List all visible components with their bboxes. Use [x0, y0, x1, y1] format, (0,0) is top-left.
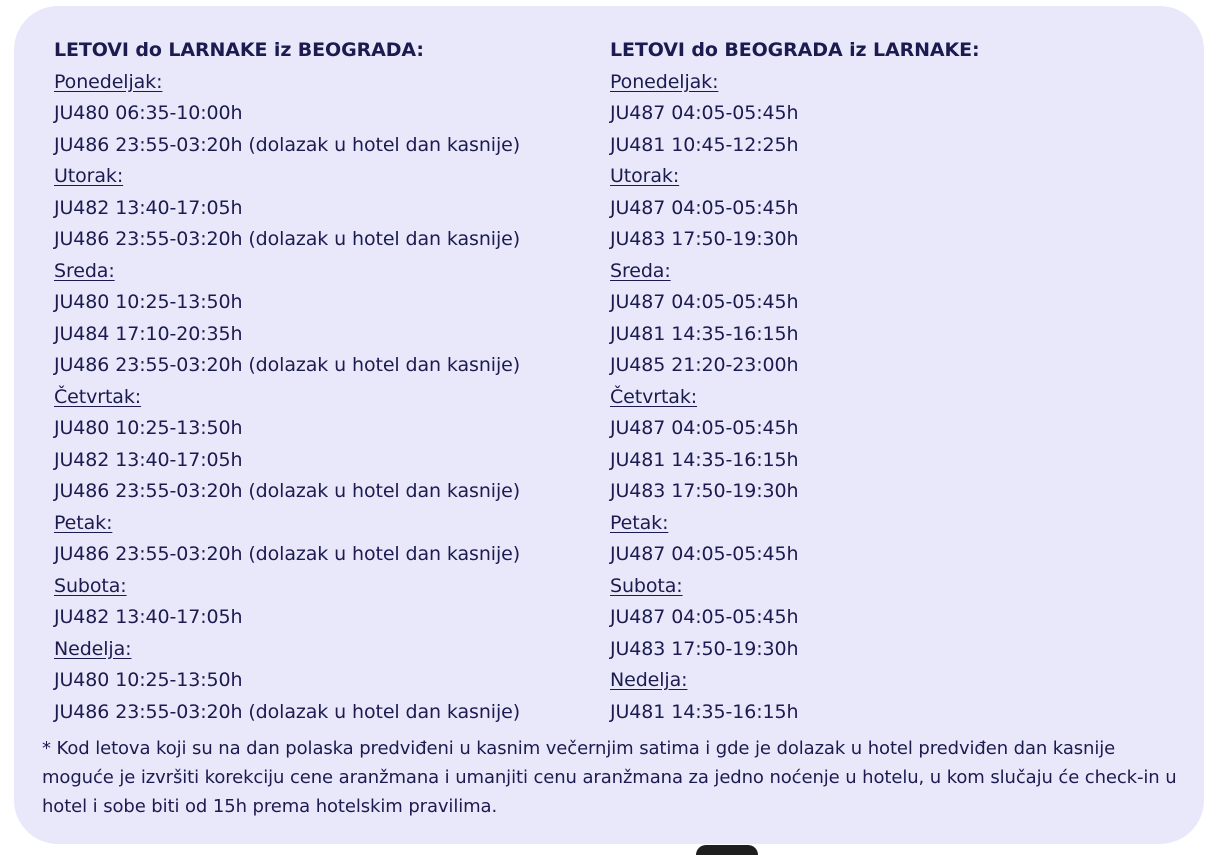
- flight-entry: JU487 04:05-05:45h: [610, 102, 799, 124]
- day-heading: Subota:: [54, 574, 127, 597]
- flight-entry: JU483 17:50-19:30h: [610, 228, 799, 250]
- flight-entry: JU482 13:40-17:05h: [54, 448, 243, 471]
- flight-entry: JU480 10:25-13:50h: [54, 669, 243, 691]
- return-flights-column: [610, 35, 980, 728]
- flight-entry: JU484 17:10-20:35h: [54, 322, 243, 345]
- day-heading: Nedelja:: [54, 637, 132, 660]
- flight-entry: JU481 10:45-12:25h: [610, 133, 799, 156]
- flight-entry: JU486 23:55-03:20h (dolazak u hotel dan kasnije): [54, 700, 521, 723]
- flight-entry: JU482 13:40-17:05h: [54, 606, 243, 628]
- flight-entry: JU487 04:05-05:45h: [610, 291, 799, 313]
- flight-entry: JU481 14:35-16:15h: [610, 322, 799, 345]
- day-heading: Nedelja:: [610, 669, 688, 691]
- schedule-card: [14, 6, 1204, 844]
- day-heading: Ponedeljak:: [610, 70, 719, 93]
- day-heading: Utorak:: [54, 165, 124, 187]
- footnote: * Kod letova koji su na dan polaska predviđeni u kasnim večernjim satima i gde je dolazak u hotel predviđen dan kasnije moguće je izvršiti korekciju cene aranžmana i umanjiti cenu aranžmana za jedno noćenje u hotelu, u kom slučaju će check-in u hotel i sobe biti od 15h prema hotelskim pravilima.: [42, 738, 1177, 817]
- day-heading: Četvrtak:: [54, 385, 142, 408]
- flight-entry: JU487 04:05-05:45h: [610, 606, 799, 628]
- flight-entry: JU483 17:50-19:30h: [610, 637, 799, 660]
- flight-entry: JU481 14:35-16:15h: [610, 700, 799, 723]
- flight-entry: JU480 10:25-13:50h: [54, 417, 243, 439]
- day-heading: Ponedeljak:: [54, 70, 163, 93]
- flight-entry: JU481 14:35-16:15h: [610, 448, 799, 471]
- flight-entry: JU487 04:05-05:45h: [610, 417, 799, 439]
- flight-entry: JU486 23:55-03:20h (dolazak u hotel dan kasnije): [54, 543, 521, 565]
- day-heading: Sreda:: [54, 259, 115, 282]
- flight-entry: JU482 13:40-17:05h: [54, 196, 243, 219]
- day-heading: Četvrtak:: [610, 385, 698, 408]
- flight-entry: JU486 23:55-03:20h (dolazak u hotel dan kasnije): [54, 228, 521, 250]
- flight-entry: JU485 21:20-23:00h: [610, 354, 799, 376]
- day-heading: Sreda:: [610, 259, 671, 282]
- flight-entry: JU480 06:35-10:00h: [54, 102, 243, 124]
- return-days: [610, 67, 980, 729]
- flight-entry: JU486 23:55-03:20h (dolazak u hotel dan kasnije): [54, 480, 521, 502]
- outbound-flights-column: [54, 35, 520, 728]
- day-heading: Petak:: [610, 511, 669, 534]
- flight-entry: JU486 23:55-03:20h (dolazak u hotel dan kasnije): [54, 133, 521, 156]
- flight-entry: JU483 17:50-19:30h: [610, 480, 799, 502]
- flight-entry: JU487 04:05-05:45h: [610, 196, 799, 219]
- day-heading: Subota:: [610, 574, 683, 597]
- flight-entry: JU486 23:55-03:20h (dolazak u hotel dan kasnije): [54, 354, 521, 376]
- bottom-dark-tab: [696, 845, 758, 855]
- flight-entry: JU487 04:05-05:45h: [610, 543, 799, 565]
- flight-entry: JU480 10:25-13:50h: [54, 291, 243, 313]
- outbound-title: LETOVI do LARNAKE iz BEOGRADA:: [54, 39, 424, 61]
- day-heading: Utorak:: [610, 165, 680, 187]
- return-title: LETOVI do BEOGRADA iz LARNAKE:: [610, 39, 980, 61]
- outbound-days: [54, 67, 520, 729]
- day-heading: Petak:: [54, 511, 113, 534]
